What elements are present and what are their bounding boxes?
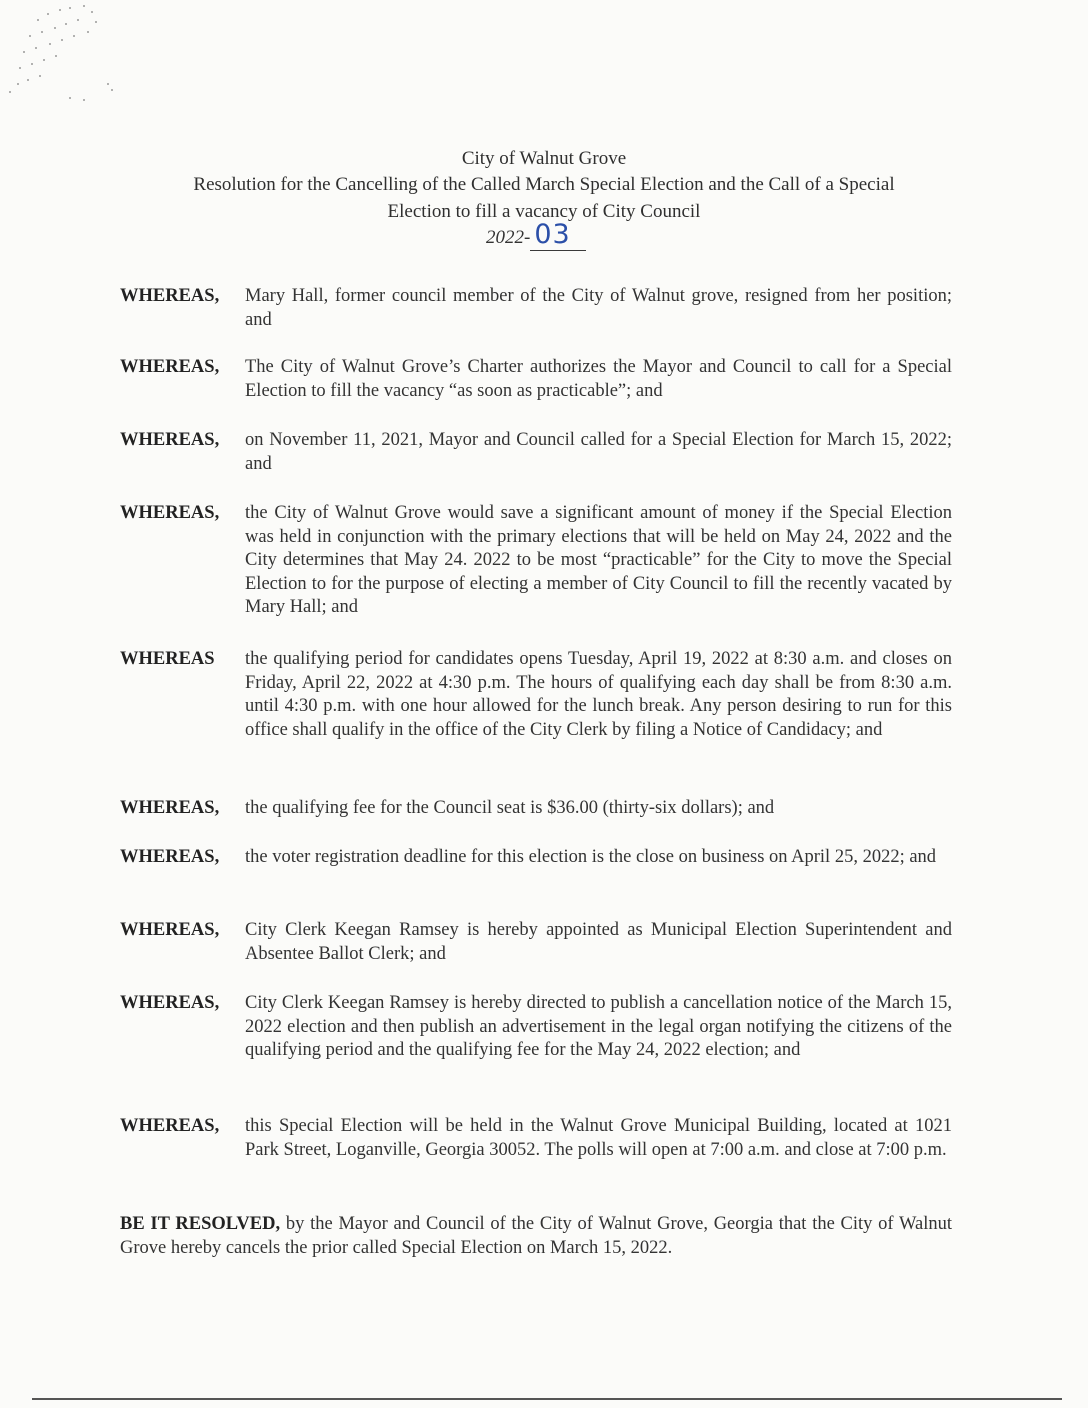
whereas-clause — [120, 429, 952, 476]
whereas-clause — [120, 919, 952, 966]
document-title-line-1: Resolution for the Cancelling of the Called March Special Election and the Call of a Special — [193, 174, 895, 195]
whereas-clause — [120, 992, 952, 1063]
clause-label: WHEREAS, — [120, 1116, 220, 1136]
resolved-text: by the Mayor and Council of the City of Walnut Grove, Georgia that the City of Walnut Grove hereby cancels the prior called Special Election on March 15, 2022. — [120, 1214, 952, 1258]
whereas-clause — [120, 1115, 952, 1162]
clause-label: WHEREAS, — [120, 503, 220, 523]
clause-label: WHEREAS, — [120, 993, 220, 1013]
clause-label: WHEREAS, — [120, 286, 220, 306]
clause-text: on November 11, 2021, Mayor and Council called for a Special Election for March 15, 2022; and — [245, 430, 952, 474]
clause-text: the voter registration deadline for this election is the close on business on April 25, 2022; and — [245, 847, 937, 867]
clause-text: the qualifying fee for the Council seat is $36.00 (thirty-six dollars); and — [245, 798, 775, 818]
clause-text: The City of Walnut Grove’s Charter authorizes the Mayor and Council to call for a Special Election to fill the vacancy “as soon as practicable”; and — [245, 357, 952, 401]
clause-label: WHEREAS, — [120, 920, 220, 940]
whereas-clause — [120, 648, 952, 742]
handwritten-resolution-number: 03 — [530, 220, 586, 251]
clause-label: WHEREAS, — [120, 357, 220, 377]
clause-text: this Special Election will be held in the Walnut Grove Municipal Building, located at 1021 Park Street, Loganville, Georgia 30052. The polls will open at 7:00 a.m. and close at 7:00 p.m. — [245, 1116, 952, 1160]
whereas-clause — [120, 356, 952, 403]
page-bottom-divider — [32, 1398, 1062, 1400]
clause-label: WHEREAS, — [120, 798, 220, 818]
clause-text: City Clerk Keegan Ramsey is hereby directed to publish a cancellation notice of the March 15, 2022 election and then publish an advertisement in the legal organ notifying the citizens of the qualifying period and the qualifying fee for the May 24, 2022 election; and — [245, 993, 952, 1060]
be-it-resolved-clause — [120, 1213, 952, 1260]
resolution-number-prefix: 2022- — [486, 227, 531, 248]
clause-text: the qualifying period for candidates opens Tuesday, April 19, 2022 at 8:30 a.m. and closes on Friday, April 22, 2022 at 4:30 p.m. The hours of qualifying each day shall be from 8:30 a.m. until 4:30 p.m. with one hour allowed for the lunch break. Any person desiring to run for this office shall qualify in the office of the City Clerk by filing a Notice of Candidacy; and — [245, 649, 952, 740]
clause-label: WHEREAS — [120, 649, 215, 669]
document-city-heading: City of Walnut Grove — [461, 148, 627, 169]
whereas-clause — [120, 797, 952, 821]
scan-speckle-artifacts — [0, 0, 140, 120]
whereas-clause — [120, 846, 952, 870]
resolution-number — [486, 220, 586, 255]
document-title-line-2: Election to fill a vacancy of City Council — [387, 201, 701, 222]
clause-label: WHEREAS, — [120, 847, 220, 867]
whereas-clause — [120, 285, 952, 332]
resolved-lead: BE IT RESOLVED, — [120, 1214, 281, 1234]
clause-text: City Clerk Keegan Ramsey is hereby appointed as Municipal Election Superintendent and Absentee Ballot Clerk; and — [245, 920, 952, 964]
clause-label: WHEREAS, — [120, 430, 220, 450]
clause-text: the City of Walnut Grove would save a significant amount of money if the Special Election was held in conjunction with the primary elections that will be held on May 24, 2022 and the City determines that May 24. 2022 to be most “practicable” for the City to move the Special Election to for the purpose of electing a member of City Council to fill the recently vacated by Mary Hall; and — [245, 503, 952, 617]
whereas-clause — [120, 502, 952, 620]
clause-text: Mary Hall, former council member of the City of Walnut grove, resigned from her position; and — [245, 286, 952, 330]
